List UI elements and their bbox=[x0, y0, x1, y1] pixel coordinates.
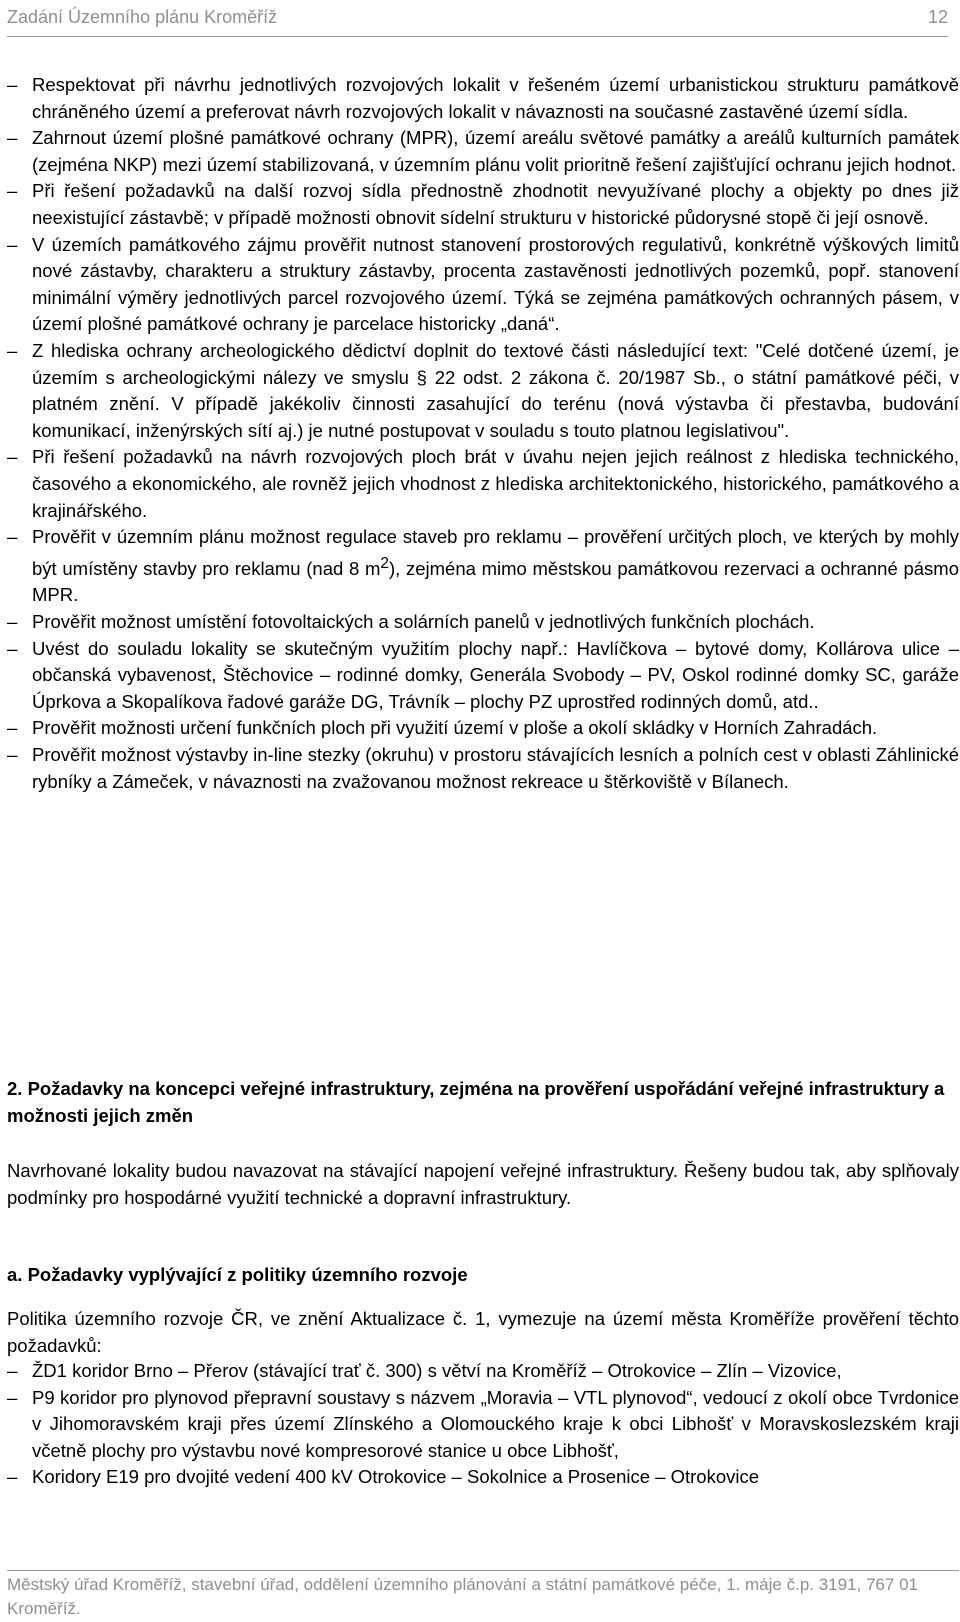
list-item bbox=[7, 232, 959, 338]
list-item-text: V územích památkového zájmu prověřit nutnost stanovení prostorových regulativů, konkrétně výškových limitů nové zástavby, charakteru a struktury zástavby, procenta zastavěnosti jednotlivých pozemků, popř. stanovení minimální výměry jednotlivých parcel rozvojového území. Týká se zejména památkových ochranných pásem, v území plošné památkové ochrany je parcelace historicky „daná“. bbox=[32, 233, 959, 335]
dash-bullet: – bbox=[7, 74, 18, 95]
list-item-text-tail: ), zejména mimo městskou památkovou rezervaci a ochranné pásmo MPR. bbox=[32, 557, 959, 606]
list-item-text: Prověřit možnost výstavby in-line stezky (okruhu) v prostoru stávajících lesních a polních cest v oblasti Záhlinické rybníky a Zámeček, v návaznosti na zvažovanou možnost rekreace u štěrkoviště v Bílanech. bbox=[32, 744, 959, 792]
section-heading: 2. Požadavky na koncepci veřejné infrastruktury, zejména na prověření uspořádání veřejné infrastruktury a možnosti jejich změn bbox=[7, 1078, 945, 1126]
document-title: Zadání Územního plánu Kroměříž bbox=[7, 7, 278, 27]
dash-bullet: – bbox=[7, 127, 18, 149]
policy-requirements-list bbox=[7, 1358, 959, 1491]
dash-bullet: – bbox=[7, 744, 18, 765]
superscript: 2 bbox=[380, 554, 389, 572]
list-item bbox=[7, 125, 959, 178]
dash-bullet: – bbox=[7, 1360, 18, 1381]
list-item-text: Prověřit možnost umístění fotovoltaických a solárních panelů v jednotlivých funkčních plochách. bbox=[32, 611, 815, 633]
list-item bbox=[7, 72, 959, 125]
list-item-text: Prověřit možnosti určení funkčních ploch při využití území v ploše a okolí skládky v Horních Zahradách. bbox=[32, 717, 878, 739]
list-item bbox=[7, 715, 959, 742]
dash-bullet: – bbox=[7, 339, 18, 361]
section-intro-paragraph: Navrhované lokality budou navazovat na stávající napojení veřejné infrastruktury. Řešeny budou tak, aby splňovaly podmínky pro hospodárné využití technické a dopravní infrastruktury. bbox=[7, 1160, 959, 1208]
list-item-text: Při řešení požadavků na další rozvoj sídla přednostně zhodnotit nevyužívané plochy a objekty po dnes již neexistující zástavbě; v případě možnosti obnovit sídelní strukturu v historické půdorysné stopě či její osnově. bbox=[32, 180, 959, 228]
dash-bullet: – bbox=[7, 611, 18, 633]
list-item-text: Respektovat při návrhu jednotlivých rozvojových lokalit v řešeném území urbanistickou strukturu památkově chráněného území a preferovat návrh rozvojových lokalit v návaznosti na současné zastavěné území sídla. bbox=[32, 74, 959, 122]
list-item bbox=[7, 178, 959, 231]
list-item bbox=[7, 338, 959, 444]
list-item bbox=[7, 742, 959, 795]
dash-bullet: – bbox=[7, 180, 18, 202]
requirements-list bbox=[7, 72, 959, 795]
list-item-text: Při řešení požadavků na návrh rozvojových ploch brát v úvahu nejen jejich reálnost z hlediska technického, časového a ekonomického, ale rovněž jejich vhodnost z hlediska architektonického, historického, památkového a krajinářského. bbox=[32, 446, 959, 521]
page-footer: Městský úřad Kroměříž, stavební úřad, oddělení územního plánování a státní památkové péče, 1. máje č.p. 3191, 767 01 Kroměříž. bbox=[7, 1570, 959, 1621]
dash-bullet: – bbox=[7, 717, 18, 739]
dash-bullet: – bbox=[7, 1386, 18, 1408]
list-item-text: Zahrnout území plošné památkové ochrany (MPR), území areálu světové památky a areálů kulturních památek (zejména NKP) mezi území stabilizovaná, v územním plánu volit prioritně řešení zajišťující ochranu jejich hodnot. bbox=[32, 127, 959, 175]
list-item bbox=[7, 1385, 959, 1465]
dash-bullet: – bbox=[7, 446, 18, 468]
list-item bbox=[7, 636, 959, 716]
list-item-text: Uvést do souladu lokality se skutečným využitím plochy např.: Havlíčkova – bytové domy, Kollárova ulice – občanská vybavenost, Štěchovice – rodinné domky, Generála Svobody – PV, Oskol rodinné domky SC, garáže Úprkova a Skopalíkova řadové garáže DG, Trávník – plochy PZ uprostřed rodinných domů, atd.. bbox=[32, 637, 959, 712]
list-item bbox=[7, 609, 959, 636]
list-item-text: P9 koridor pro plynovod přepravní soustavy s názvem „Moravia – VTL plynovod“, vedoucí z okolí obce Tvrdonice v Jihomoravském kraji přes území Zlínského a Olomouckého kraje k obci Libhošť v Moravskoslezském kraji včetně plochy pro výstavbu nové kompresorové stanice u obce Libhošť, bbox=[32, 1386, 959, 1461]
page-number: 12 bbox=[927, 7, 948, 27]
list-item bbox=[7, 444, 959, 524]
dash-bullet: – bbox=[7, 526, 18, 548]
policy-intro-paragraph: Politika územního rozvoje ČR, ve znění Aktualizace č. 1, vymezuje na území města Kroměříže prověření těchto požadavků: bbox=[7, 1308, 959, 1356]
page-header bbox=[7, 4, 948, 37]
dash-bullet: – bbox=[7, 233, 18, 255]
list-item bbox=[7, 524, 959, 609]
list-item-text: Z hlediska ochrany archeologického dědictví doplnit do textové části následující text: "Celé dotčené území, je územím s archeologickými nálezy ve smyslu § 22 odst. 2 zákona č. 20/1987 Sb., o státní památkové péči, v platném znění. V případě jakékoliv činnosti zasahující do terénu (nová výstavba či přestavba, budování komunikací, inženýrských sítí aj.) je nutné postupovat v souladu s touto platnou legislativou". bbox=[32, 339, 959, 441]
list-item-text: Prověřit v územním plánu možnost regulace staveb pro reklamu – prověření určitých ploch, ve kterých by mohly být umístěny stavby pro reklamu (nad 8 m bbox=[32, 526, 959, 579]
list-item bbox=[7, 1464, 959, 1491]
list-item-text: ŽD1 koridor Brno – Přerov (stávající trať č. 300) s větví na Kroměříž – Otrokovice – Zlín – Vizovice, bbox=[32, 1360, 842, 1381]
list-item-text: Koridory E19 pro dvojité vedení 400 kV Otrokovice – Sokolnice a Prosenice – Otrokovice bbox=[32, 1466, 760, 1488]
subsection-heading: a. Požadavky vyplývající z politiky územního rozvoje bbox=[7, 1264, 468, 1285]
list-item bbox=[7, 1358, 959, 1385]
dash-bullet: – bbox=[7, 637, 18, 659]
dash-bullet: – bbox=[7, 1466, 18, 1488]
